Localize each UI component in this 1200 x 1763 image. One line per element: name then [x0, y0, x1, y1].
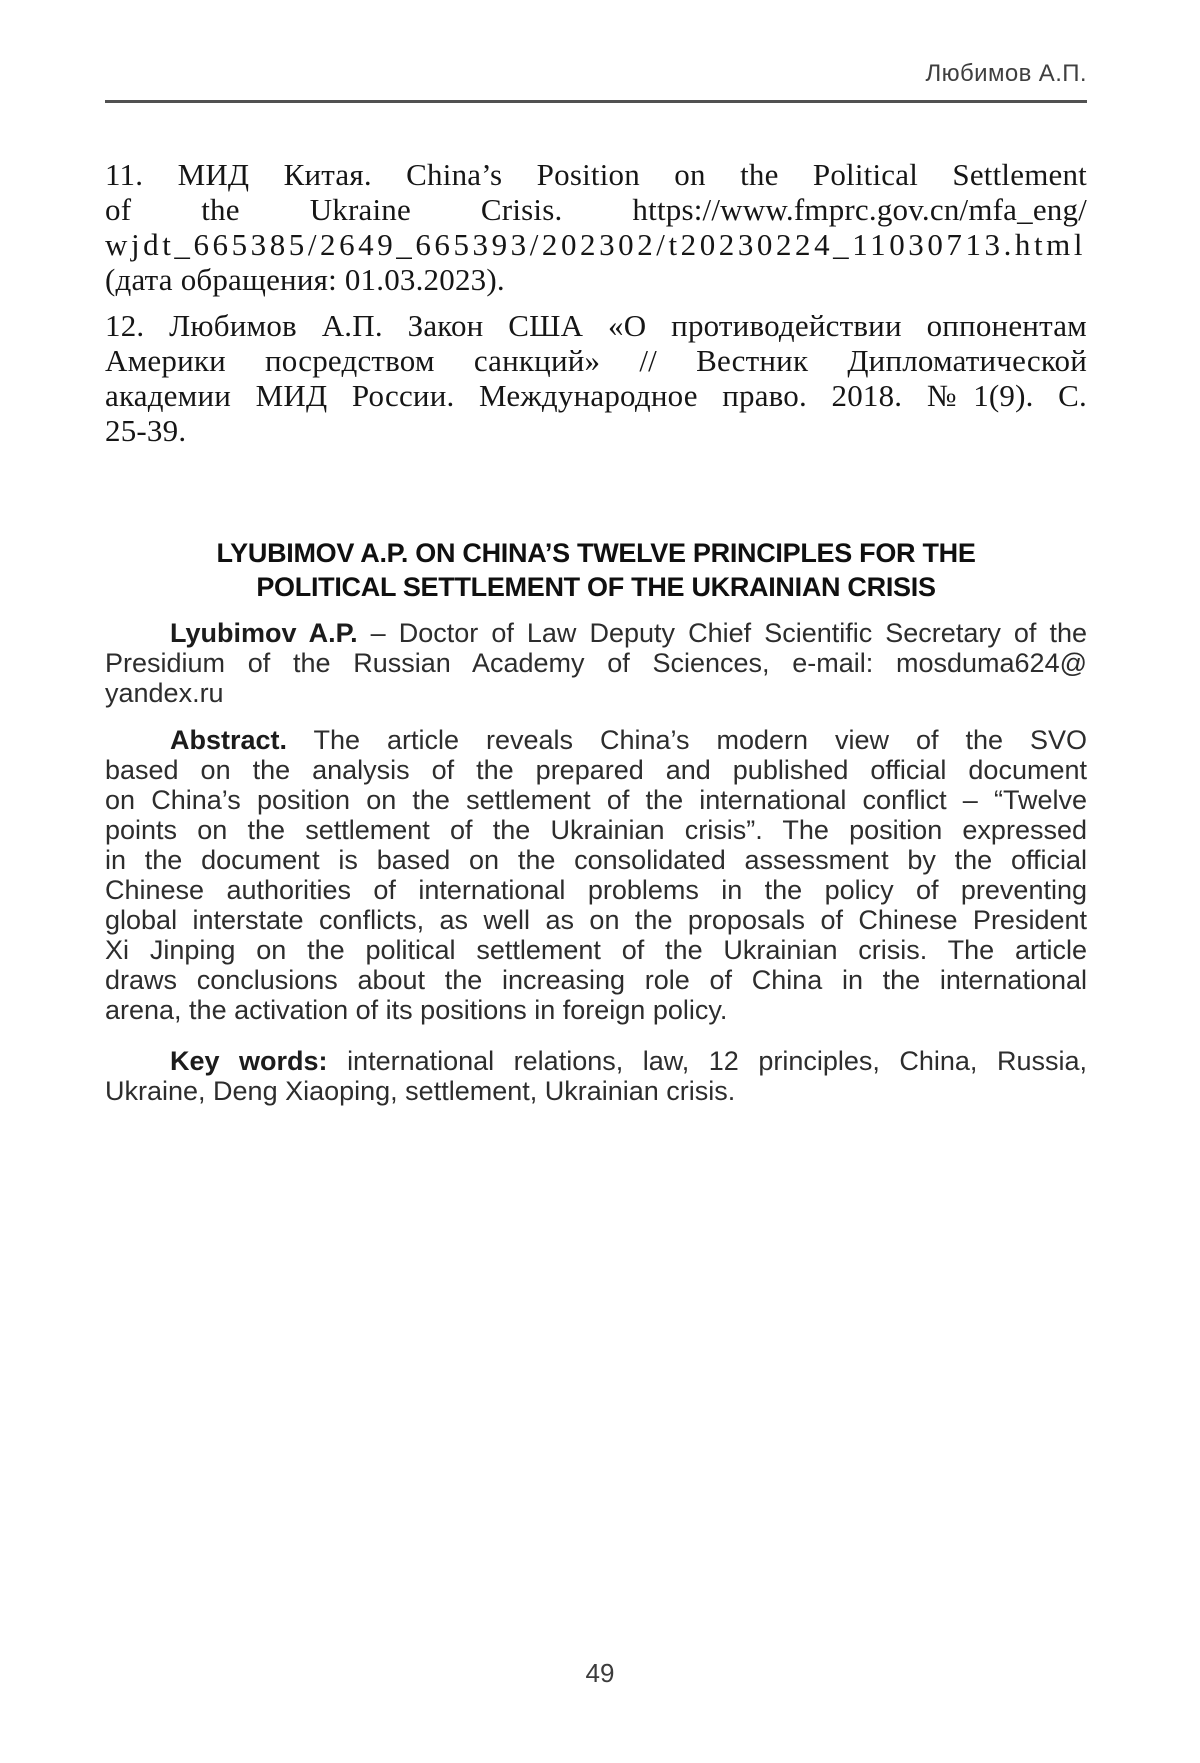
text-line: 12. Любимов А.П. Закон США «О противодействии оппонентам — [105, 308, 1087, 343]
text-line: global interstate conflicts, as well as on the proposals of Chinese President — [105, 905, 1087, 935]
text-line: of the Ukraine Crisis. https://www.fmprc.gov.cn/mfa_eng/ — [105, 192, 1087, 227]
text-line: 11. МИД Китая. China’s Position on the Political Settlement — [105, 157, 1087, 192]
article-title — [105, 536, 1087, 604]
text-line: POLITICAL SETTLEMENT OF THE UKRAINIAN CRISIS — [256, 572, 936, 602]
text-line: in the document is based on the consolidated assessment by the official — [105, 845, 1087, 875]
text-line: yandex.ru — [105, 678, 224, 708]
text-line: Ukraine, Deng Xiaoping, settlement, Ukrainian crisis. — [105, 1076, 736, 1106]
text-line: on China’s position on the settlement of the international conflict – “Twelve — [105, 785, 1087, 815]
bold-lead: Lyubimov A.P. — [170, 618, 358, 648]
abstract-paragraph — [105, 725, 1087, 1025]
text-line: академии МИД России. Международное право. 2018. №1(9). С. — [105, 378, 1087, 413]
bold-lead: Key words: — [170, 1046, 328, 1076]
running-header: Любимов А.П. — [925, 60, 1087, 87]
page-content — [105, 60, 1087, 1106]
text-line: Presidium of the Russian Academy of Sciences, e-mail: mosduma624@ — [105, 648, 1087, 678]
text-line: arena, the activation of its positions in foreign policy. — [105, 995, 728, 1025]
text-line: based on the analysis of the prepared and published official document — [105, 755, 1087, 785]
header-rule — [105, 100, 1087, 103]
text-line: (дата обращения: 01.03.2023). — [105, 262, 505, 297]
text-line: points on the settlement of the Ukrainian crisis”. The position expressed — [105, 815, 1087, 845]
text-line: Lyubimov A.P. – Doctor of Law Deputy Chief Scientific Secretary of the — [170, 618, 1087, 648]
page-number: 49 — [585, 1658, 615, 1688]
text-line: Америки посредством санкций» // Вестник Дипломатической — [105, 343, 1087, 378]
keywords-paragraph — [105, 1046, 1087, 1106]
text-line: draws conclusions about the increasing role of China in the international — [105, 965, 1087, 995]
text-line: Abstract. The article reveals China’s modern view of the SVO — [170, 725, 1087, 755]
text-line: Xi Jinping on the political settlement of the Ukrainian crisis. The article — [105, 935, 1087, 965]
author-paragraph — [105, 618, 1087, 708]
reference-item-11 — [105, 157, 1087, 297]
text-line: Chinese authorities of international problems in the policy of preventing — [105, 875, 1087, 905]
bold-lead: Abstract. — [170, 725, 288, 755]
text-line: LYUBIMOV A.P. ON CHINA’S TWELVE PRINCIPLES FOR THE — [216, 538, 976, 568]
text-line: Key words: international relations, law, 12 principles, China, Russia, — [170, 1046, 1087, 1076]
reference-item-12 — [105, 308, 1087, 448]
text-line: wjdt_665385/2649_665393/202302/t20230224_11030713.html — [105, 227, 1087, 262]
text-line: 25-39. — [105, 413, 187, 448]
